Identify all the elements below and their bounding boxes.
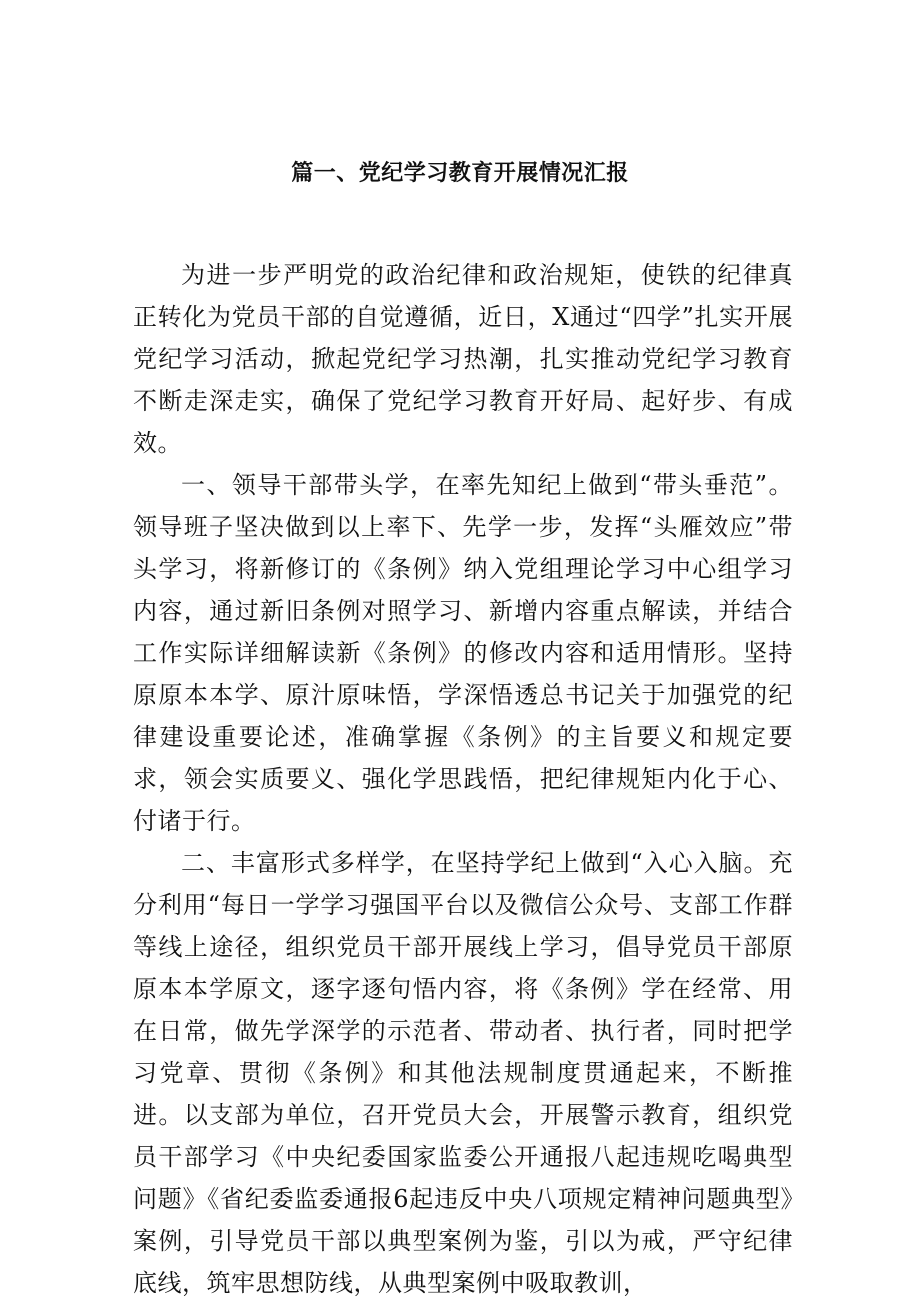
paragraph-intro: [133, 254, 793, 464]
paragraph-section-two: [133, 842, 793, 1304]
paragraph-text: 二、丰富形式多样学，在坚持学纪上做到“入心入脑。充分利用“每日一学学习强国平台以及微信公众号、支部工作群等线上途径，组织党员干部开展线上学习，倡导党员干部原原本本学原文，逐字逐句悟内容，将《条例》学在经常、用在日常，做先学深学的示范者、带动者、执行者，同时把学习党章、贯彻《条例》和其他法规制度贯通起来，不断推进。以支部为单位，召开党员大会，开展警示教育，组织党员干部学习《中央纪委国家监委公开通报八起违规吃喝典型问题》《省纪委监委通报6起违反中央八项规定精神问题典型》案例，引导党员干部以典型案例为鉴，引以为戒，严守纪律底线，筑牢思想防线，从典型案例中吸取教训，: [133, 849, 793, 1297]
paragraph-section-one: [133, 464, 793, 842]
document-body: [133, 254, 793, 1304]
paragraph-text: 一、领导干部带头学，在率先知纪上做到“带头垂范”。领导班子坚决做到以上率下、先学一步，发挥“头雁效应”带头学习，将新修订的《条例》纳入党组理论学习中心组学习内容，通过新旧条例对照学习、新增内容重点解读，并结合工作实际详细解读新《条例》的修改内容和适用情形。坚持原原本本学、原汁原味悟，学深悟透总书记关于加强党的纪律建设重要论述，准确掌握《条例》的主旨要义和规定要求，领会实质要义、强化学思践悟，把纪律规矩内化于心、付诸于行。: [133, 471, 793, 835]
paragraph-text: 为进一步严明党的政治纪律和政治规矩，使铁的纪律真正转化为党员干部的自觉遵循，近日，X通过“四学”扎实开展党纪学习活动，掀起党纪学习热潮，扎实推动党纪学习教育不断走深走实，确保了党纪学习教育开好局、起好步、有成效。: [133, 261, 793, 457]
document-title: 篇一、党纪学习教育开展情况汇报: [291, 160, 629, 186]
